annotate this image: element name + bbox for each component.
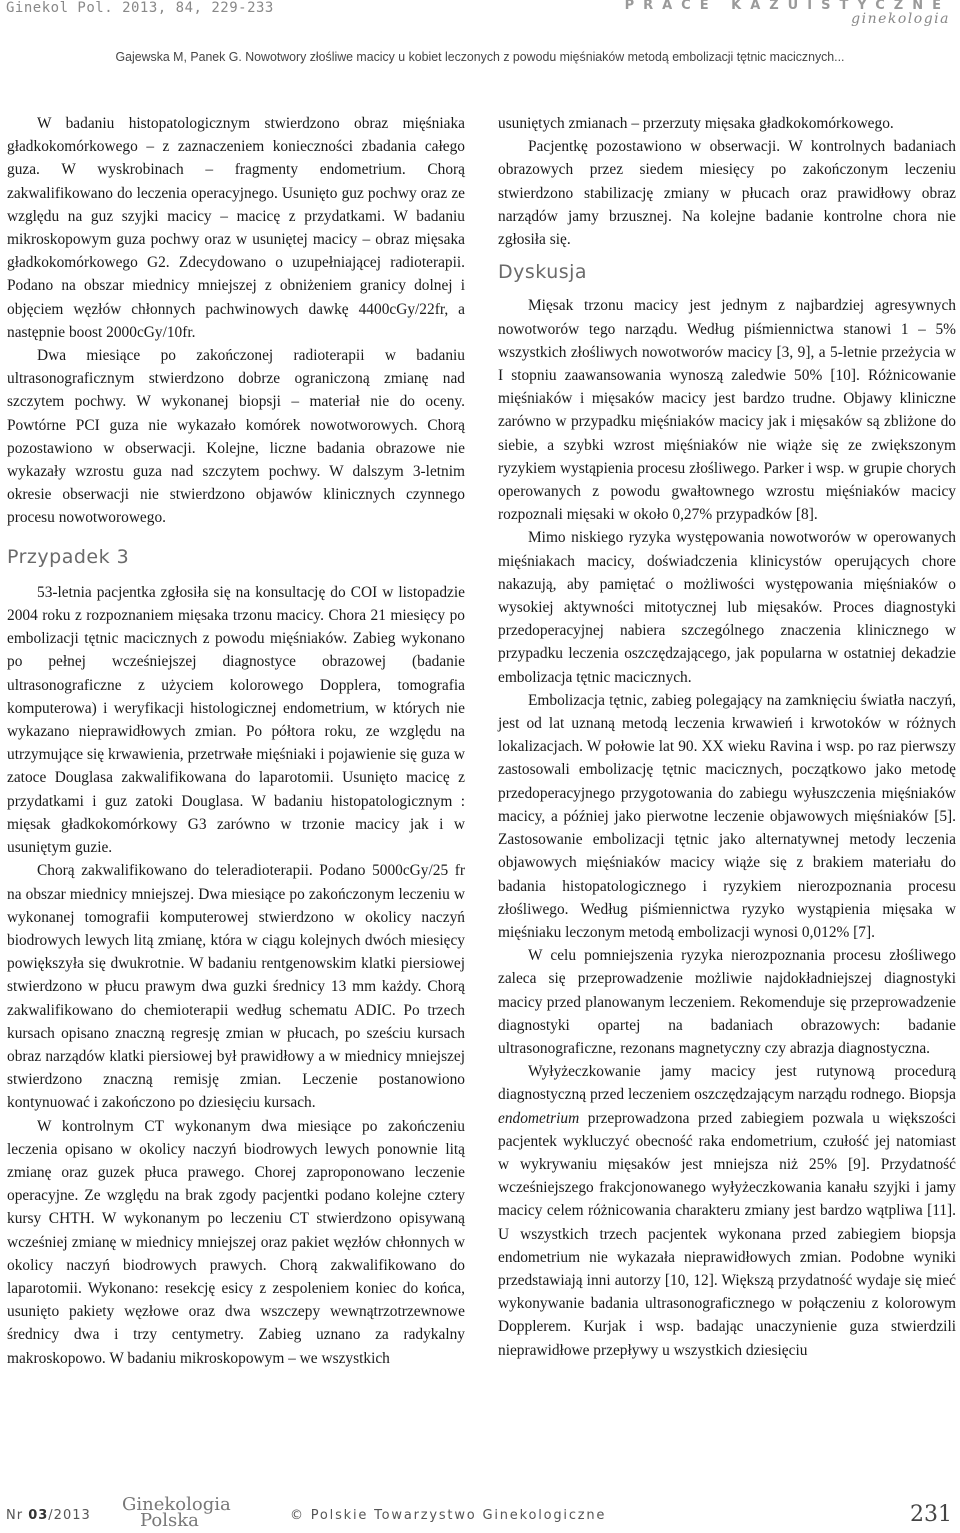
paragraph: W kontrolnym CT wykonanym dwa miesiące po zakończeniu leczenia opisano w okolicy naczyń biodrowych lewych ponownie litą zmianę oraz guzek płuca prawego. Chorej zaproponowano leczenie operacyjne. Ze względu na brak zgody pacjentki podano kolejne cztery kursy CHTH. W wykonanym po leczeniu CT stwierdzono opisywaną wcześniej zmianę w miednicy mniejszej oraz pakiet węzłów chłonnych w okolicy naczyń biodrowych prawych. Chorą zakwalifikowano do laparotomii. Wykonano: resekcję esicy z zespoleniem koniec do końca, usunięto pakiety węzłowe oraz dwa wszczepy wewnątrzotrzewnowe średnicy dwa i trzy centymetry. Zabieg uznano za radykalny makroskopowo. W badaniu mikroskopowym – we wszystkich [7,1117,465,1367]
paragraph: Dwa miesiące po zakończonej radioterapii w badaniu ultrasonograficznym stwierdzono dobrze ograniczoną zmianę nad szczytem pochwy. W wykonanej biopsji – materiał nie do oceny. Powtórne PCI guza nie wykazało komórek nowotworowych. Chorą pozostawiono w obserwacji. Kolejne, liczne badania obrazowe nie wykazały wzrostu guza nad szczytem pochwy. W dalszym 3-letnim okresie obserwacji nie stwierdzono objawów klinicznych czynnego procesu nowotworowego. [7,347,465,527]
paragraph: usuniętych zmianach – przerzuty mięsaka gładkokomórkowego. [498,115,894,132]
paragraph [498,1060,956,1362]
paragraph: W badaniu histopatologicznym stwierdzono obraz mięśniaka gładkokomórkowego – z zaznaczeniem konieczności zbadania całego guza. W wyskrobinach – fragmenty endometrium. Chorą zakwalifikowano do leczenia operacyjnego. Usunięto guz pochwy oraz ze względu na guz szyjki macicy – macicę z przydatkami. W badaniu mikroskopowym guza pochwy oraz w usuniętej macicy – obraz mięsaka gładkokomórkowego G2. Zdecydowano o uzupełniającej radioterapii. Podano na obszar miednicy mniejszej z obniżeniem granicy dolnej i objęciem węzłów chłonnych pachwinowych dawkę 4400cGy/22fr, a następnie boost 2000cGy/10fr. [7,115,465,341]
page-number: 231 [910,1502,952,1527]
copyright-notice: © Polskie Towarzystwo Ginekologiczne [290,1508,607,1523]
section-heading-case-3: Przypadek 3 [7,545,130,568]
paragraph: Embolizacja tętnic, zabieg polegający na zamknięciu światła naczyń, jest od lat uznaną metodą leczenia krwawień i krwotoków w różnych lokalizacjach. W połowie lat 90. XX wieku Ravina i wsp. po raz pierwszy zastosowali embolizację tętnic macicznych, początkowo jako metodę przedoperacyjnego przygotowania do zabiegu wyłuszczenia mięśniaków macicy, a później jako pierwotne leczenie objawowych mięśniaków [5]. Zastosowanie embolizacji tętnic jako alternatywnej metody leczenia objawowych mięśniaków macicy wiąże się z brakiem materiału do badania histopatologicznego i ryzykiem nierozpoznania procesu złośliwego. Według piśmiennictwa ryzyko wystąpienia mięsaka w mięśniaku leczonym metodą embolizacji wynosi 0,012% [7]. [498,691,956,941]
paragraph: Pacjentkę pozostawiono w obserwacji. W kontrolnych badaniach obrazowych przez siedem miesięcy po zakończonym leczeniu stwierdzono stabilizację zmiany w płucach oraz prawidłowy obraz narządów jamy brzusznej. Na kolejne badanie kontrolne chora nie zgłosiła się. [498,138,956,249]
journal-logo [122,1494,231,1531]
issue-prefix: Nr [6,1508,29,1523]
section-heading-discussion: Dyskusja [498,261,588,284]
running-header [625,0,950,27]
paragraph: W celu pomniejszenia ryzyka nierozpoznania procesu złośliwego zaleca się przeprowadzenie możliwie najdokładniejszej diagnostyki macicy przed planowanym leczeniem. Rekomenduje się przeprowadzenie diagnostyki opartej na badaniach obrazowych: badanie ultrasonograficzne, rezonans magnetyczny czy abrazja diagnostyczna. [498,947,956,1057]
paragraph: 53-letnia pacjentka zgłosiła się na konsultację do COI w listopadzie 2004 roku z rozpoznaniem mięsaka trzonu macicy. Chora 21 miesięcy po embolizacji tętnic macicznych z powodu mięśniaków. Zabieg wykonano po pełnej wcześniejszej diagnostyce obrazowej (badanie ultrasonograficzne z użyciem kolorowego Dopplera, tomografia komputerowa) i weryfikacji histologicznej endometrium, w których nie wykazano nieprawidłowych zmian. Po półtora roku, ze względu na utrzymujące się krwawienia, przetrwałe mięśniaki i pojawienie się guza w zatoce Douglasa zakwalifikowana do laparotomii. Usunięto macicę z przydatkami i guz zatoki Douglasa. W badaniu histopatologicznym : mięsak gładkokomórkowy G3 zarówno w trzonie macicy jak i w usuniętym guzie. [7,583,465,857]
journal-name: ginekologia [851,11,950,27]
section-label: PRACE KAZUISTYCZNE [624,0,950,13]
paragraph: Mięsak trzonu macicy jest jednym z najbardziej agresywnych nowotworów tego narządu. Według piśmiennictwa stanowi 1 – 5% wszystkich złośliwych nowotworów macicy [3, 9], a 5-letnie przeżycia w I stopniu zaawansowania wynoszą zaledwie 50% [10]. Różnicowanie mięśniaków i mięsaków macicy jest bardzo trudne. Objawy kliniczne zarówno w przypadku mięśniaków macicy jak i mięsaków są zbliżone do siebie, a szybki wzrost mięśniaków nie wiąże się ze zwiększonym ryzykiem wystąpienia procesu złośliwego. Parker i wsp. w grupie chorych operowanych z powodu gwałtownego wzrostu mięśniaków macicy rozpoznali mięsaki w około 0,27% przypadków [8]. [498,297,956,524]
issue-year: /2013 [48,1508,91,1523]
left-column [7,112,465,1370]
paragraph: Chorą zakwalifikowano do teleradioterapii. Podano 5000cGy/25 fr na obszar miednicy mniejszej. Dwa miesiące po zakończonym leczeniu w wykonanej tomografii komputerowej stwierdzono w okolicy naczyń biodrowych lewych litą zmianę, która w ciągu kolejnych dwóch miesięcy powiększyła się dwukrotnie. W badaniu rentgenowskim klatki piersiowej stwierdzono w płucu prawym dwa guzki średnicy 13 mm każdy. Chorą zakwalifikowano do chemioterapii według schematu ADIC. Po trzech kursach opisano znaczną regresję zmian w płucach, po sześciu kursach obraz narządów klatki piersiowej był prawidłowy a w miednicy mniejszej stwierdzono znaczną remisję zmian. Leczenie postanowiono kontynuować i zakończono po dziesięciu kursach. [7,862,465,1112]
issue-num: 03 [28,1508,49,1523]
article-citation: Gajewska M, Panek G. Nowotwory złośliwe macicy u kobiet leczonych z powodu mięśniaków metodą embolizacji tętnic macicznych... [115,49,845,64]
italic-term: endometrium [498,1109,580,1127]
logo-line: Ginekologia [122,1494,231,1515]
paragraph: Mimo niskiego ryzyka występowania nowotworów w operowanych mięśniakach macicy, doświadczenia klinicystów operujących chore nakazują, aby pamiętać o możliwości występowania mięśniaków o wysokiej aktywności mitotycznej lub mięsaków. Proces diagnostyki przedoperacyjnej nabiera szczególnego znaczenia klinicznego w przypadku leczenia oszczędzającego, jak popularna w ostatniej dekadzie embolizacja tętnic macicznych. [498,529,956,686]
issue-number [6,1508,91,1523]
text-run: przeprowadzona przed zabiegiem pozwala u większości pacjentek wykluczyć obecność raka endometrium, czułość jej natomiast w wykrywaniu mięsaków jest mniejsza niż 25% [9]. Przydatność wcześniejszego frakcjonowanego wyłyżeczkowania kanału szyjki i jamy macicy celem różnicowania charakteru zmiany jest bardzo wątpliwa [11]. U wszystkich trzech pacjentek wykonana przed zabiegiem biopsja endometrium nie wykazała nieprawidłowych zmian. Podobne wyniki przedstawiają inni autorzy [10, 12]. Większą przydatność wydaje się mieć wykonywanie badania ultrasonograficznego w połączeniu z kolorowym Dopplerem. Kurjak i wsp. badając unaczynienie guza stwierdzili nieprawidłowe przepływy u wszystkich dziesięciu [498,1109,956,1359]
text-run: Wyłyżeczkowanie jamy macicy jest rutynową procedurą diagnostyczną przed leczeniem oszczędzającym narządu rodnego. Biopsja [498,1063,956,1104]
logo-line: Polska [140,1510,199,1531]
right-column [498,112,956,1362]
journal-reference: Ginekol Pol. 2013, 84, 229-233 [6,0,274,16]
